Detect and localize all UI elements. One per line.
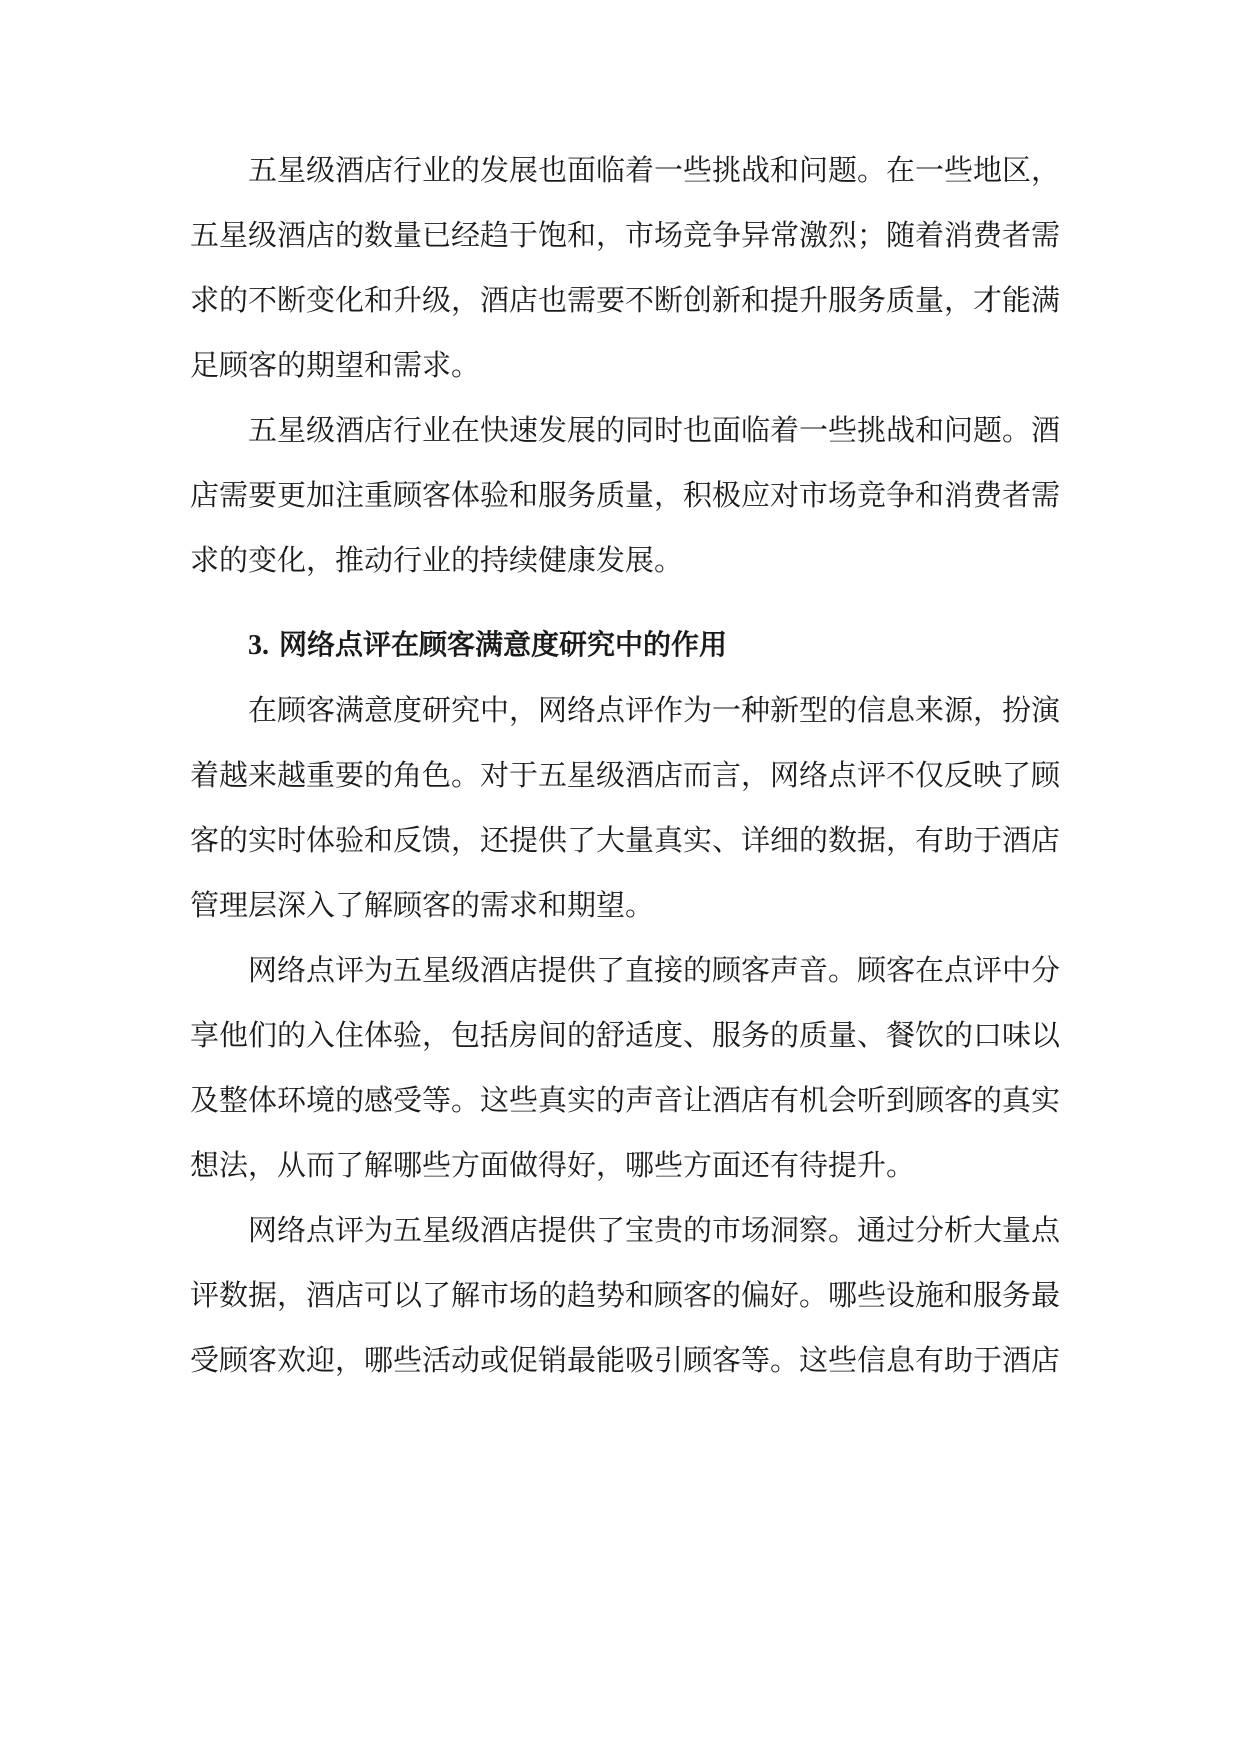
- paragraph-market-insight: 网络点评为五星级酒店提供了宝贵的市场洞察。通过分析大量点评数据，酒店可以了解市场的趋势和顾客的偏好。哪些设施和服务最受顾客欢迎，哪些活动或促销最能吸引顾客等。这些信息有助于酒店: [190, 1213, 1061, 1377]
- paragraph-customer-voice: 网络点评为五星级酒店提供了直接的顾客声音。顾客在点评中分享他们的入住体验，包括房间的舒适度、服务的质量、餐饮的口味以及整体环境的感受等。这些真实的声音让酒店有机会听到顾客的真实想法，从而了解哪些方面做得好，哪些方面还有待提升。: [190, 953, 1061, 1182]
- section-heading: [190, 593, 1060, 678]
- section-title: 网络点评在顾客满意度研究中的作用: [279, 628, 728, 661]
- section-number: 3.: [248, 630, 269, 661]
- page-content: [190, 138, 1060, 1393]
- paragraph-reviews-role: 在顾客满意度研究中，网络点评作为一种新型的信息来源，扮演着越来越重要的角色。对于五星级酒店而言，网络点评不仅反映了顾客的实时体验和反馈，还提供了大量真实、详细的数据，有助于酒店管理层深入了解顾客的需求和期望。: [190, 693, 1061, 922]
- paragraph-industry-summary: 五星级酒店行业在快速发展的同时也面临着一些挑战和问题。酒店需要更加注重顾客体验和服务质量，积极应对市场竞争和消费者需求的变化，推动行业的持续健康发展。: [190, 413, 1061, 577]
- paragraph-industry-challenges: 五星级酒店行业的发展也面临着一些挑战和问题。在一些地区，五星级酒店的数量已经趋于饱和，市场竞争异常激烈；随着消费者需求的不断变化和升级，酒店也需要不断创新和提升服务质量，才能满足顾客的期望和需求。: [190, 153, 1061, 382]
